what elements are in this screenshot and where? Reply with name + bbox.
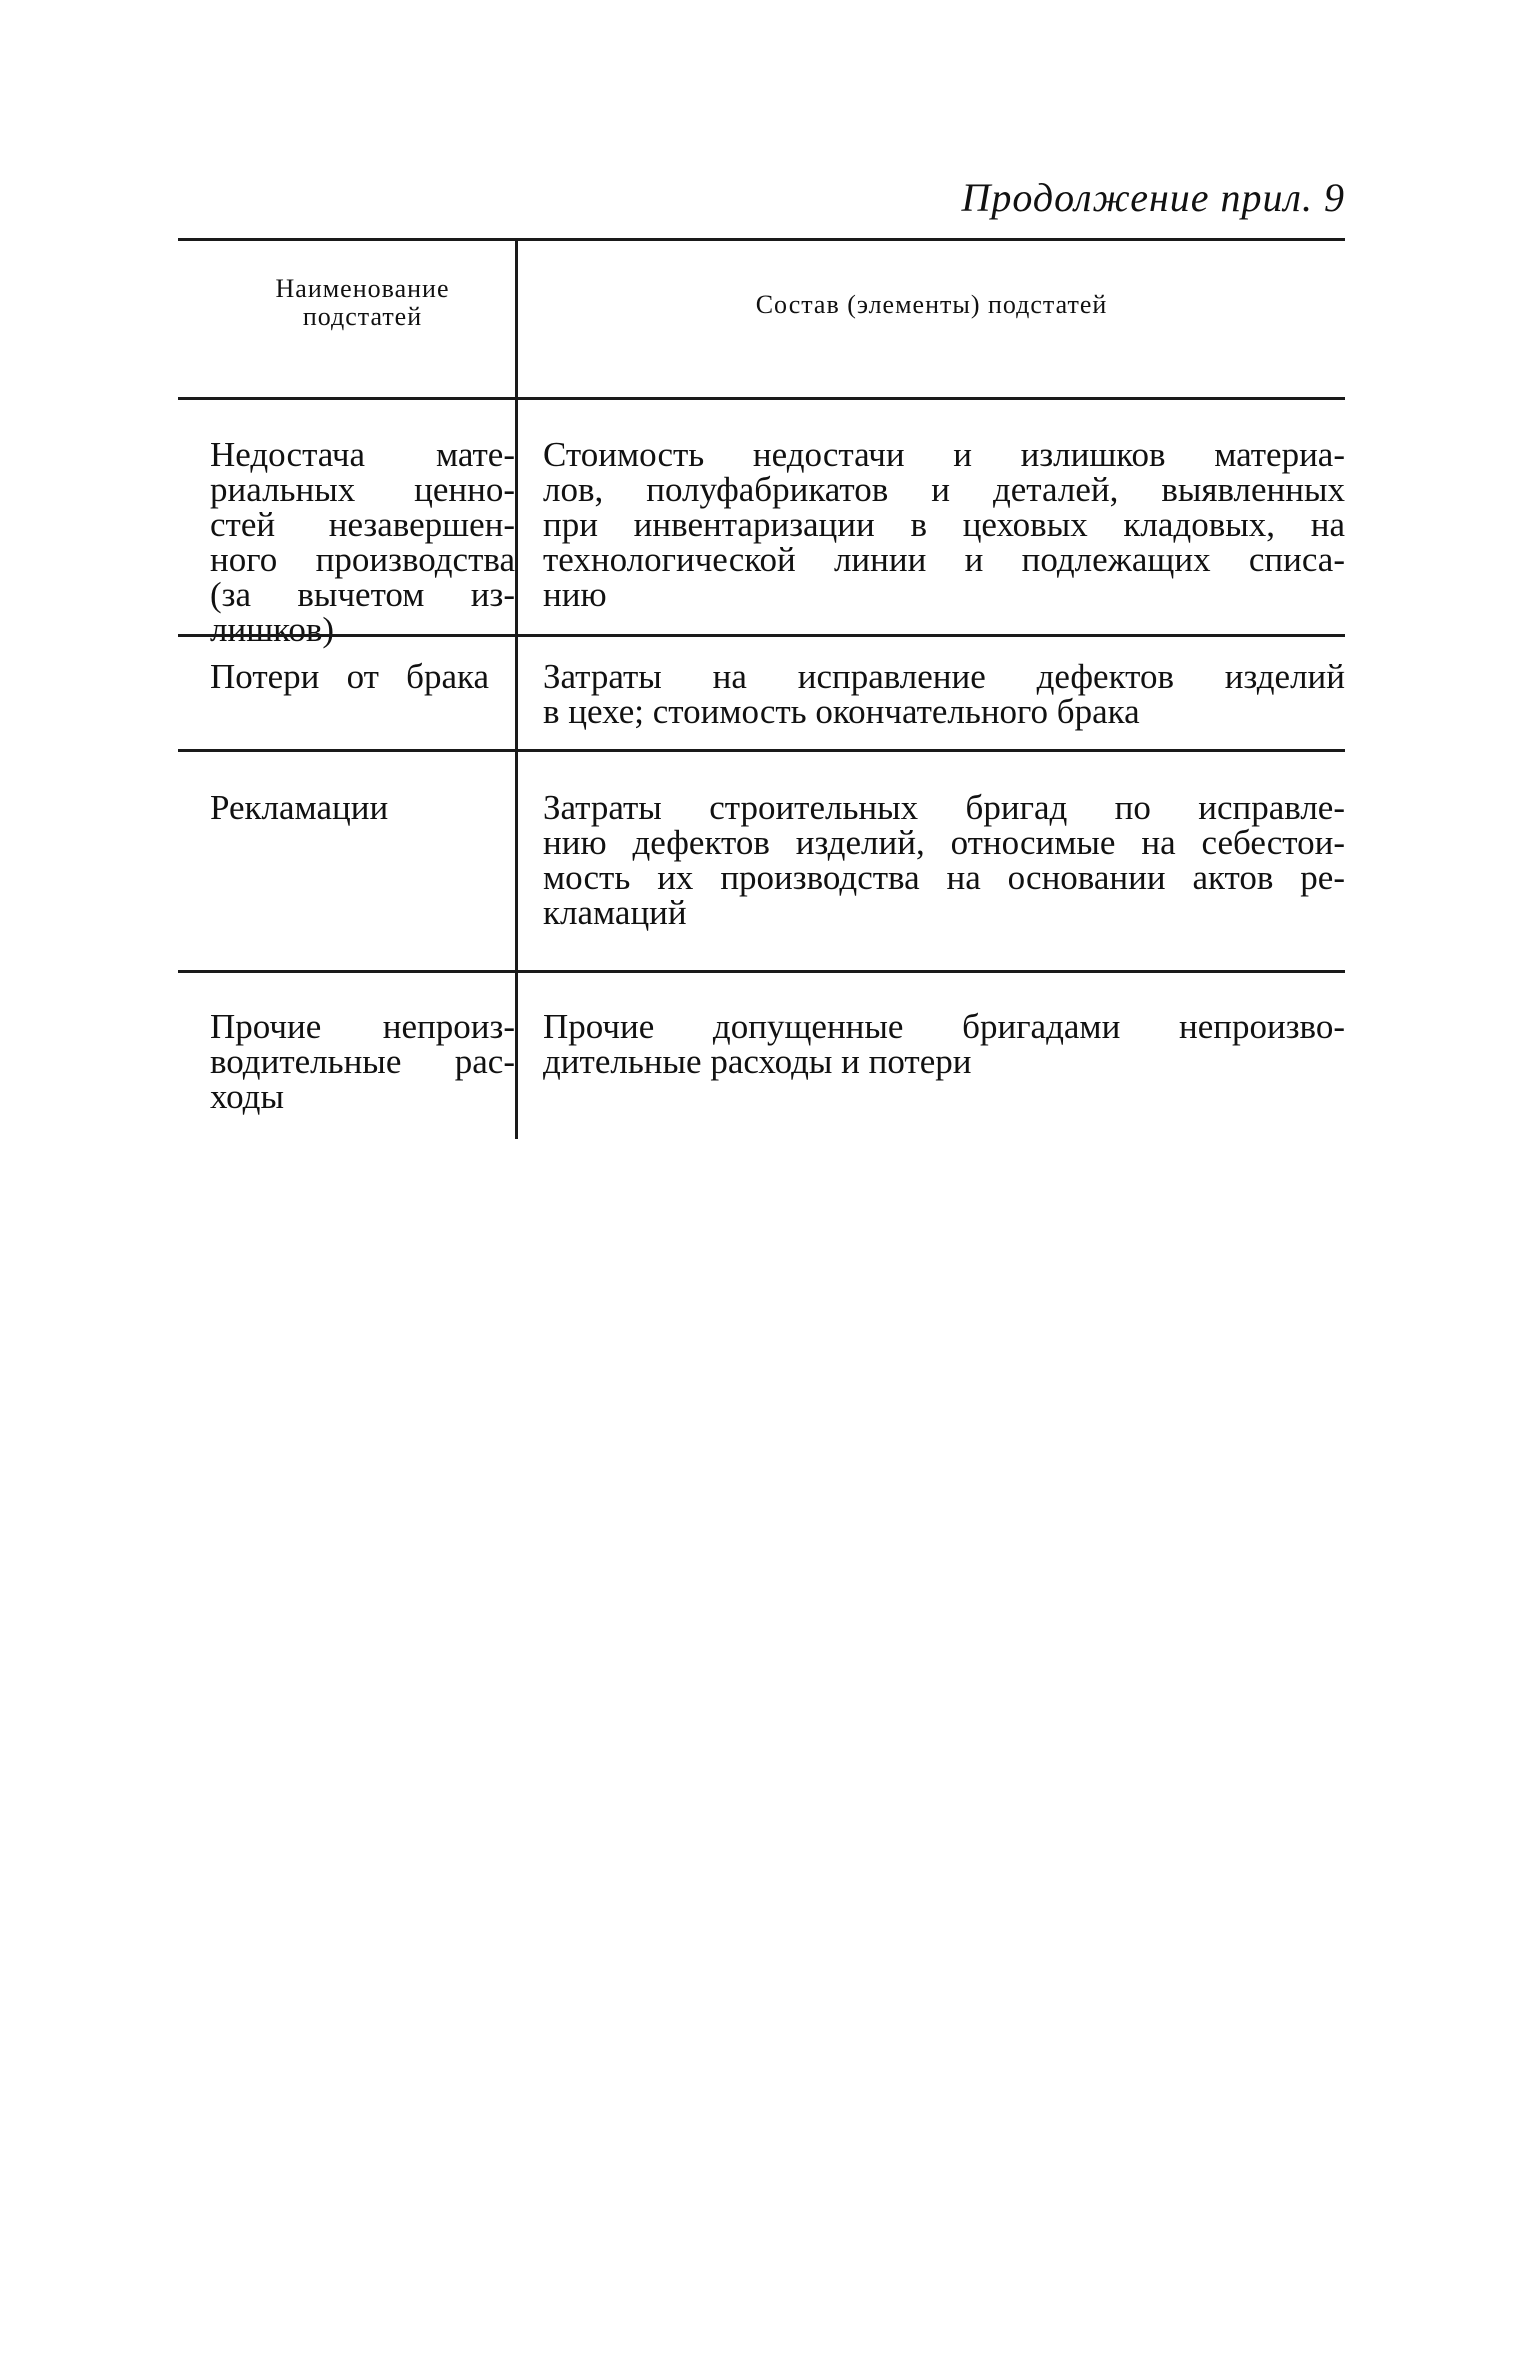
substatements-table (178, 238, 1345, 1139)
row-name-cell (178, 752, 518, 970)
desc-line: кламаций (543, 893, 687, 932)
desc-line: технологической линии и подлежащих списа- (543, 540, 1345, 579)
desc-line: Прочие допущенные бригадами непроизво- (543, 1007, 1345, 1046)
header-name-line: подстатей (302, 302, 423, 331)
name-line: риальных ценно- (210, 470, 515, 509)
header-desc-cell: Состав (элементы) подстатей (755, 290, 1108, 319)
name-line: лишков) (210, 610, 335, 649)
desc-line: Затраты строительных бригад по исправле- (543, 788, 1345, 827)
desc-line: нию (543, 575, 607, 614)
name-line: Рекламации (210, 788, 389, 827)
desc-line: Затраты на исправление дефектов изделий (543, 657, 1345, 696)
desc-line: Стоимость недостачи и излишков материа- (543, 435, 1345, 474)
name-line: Прочие непроиз- (210, 1007, 515, 1046)
name-line: Недостача мате- (210, 435, 515, 474)
row-desc-cell (518, 400, 1345, 634)
row-name-cell (178, 973, 518, 1139)
table-row (178, 634, 1345, 749)
row-name-cell (178, 400, 518, 649)
table-row (178, 749, 1345, 970)
header-name-cell (178, 241, 518, 397)
name-line: (за вычетом из- (210, 575, 515, 614)
table-row (178, 397, 1345, 649)
desc-line: при инвентаризации в цеховых кладовых, на (543, 505, 1345, 544)
name-line: ного производства (210, 540, 515, 579)
desc-line: в цехе; стоимость окончательного брака (543, 692, 1140, 731)
header-name-line: Наименование (275, 274, 450, 303)
name-line: Потери от брака (210, 657, 489, 696)
table-row (178, 970, 1345, 1139)
desc-line: дительные расходы и потери (543, 1042, 972, 1081)
name-line: стей незавершен- (210, 505, 515, 544)
desc-line: мость их производства на основании актов ре- (543, 858, 1345, 897)
row-name-cell (178, 637, 518, 749)
name-line: ходы (210, 1077, 284, 1116)
name-line: водительные рас- (210, 1042, 515, 1081)
row-desc-cell (518, 752, 1345, 970)
table-header-row (178, 238, 1345, 397)
page-caption: Продолжение прил. 9 (961, 175, 1345, 220)
row-desc-cell (518, 637, 1345, 749)
row-desc-cell (518, 973, 1345, 1139)
desc-line: нию дефектов изделий, относимые на себестои- (543, 823, 1345, 862)
desc-line: лов, полуфабрикатов и деталей, выявленных (543, 470, 1345, 509)
